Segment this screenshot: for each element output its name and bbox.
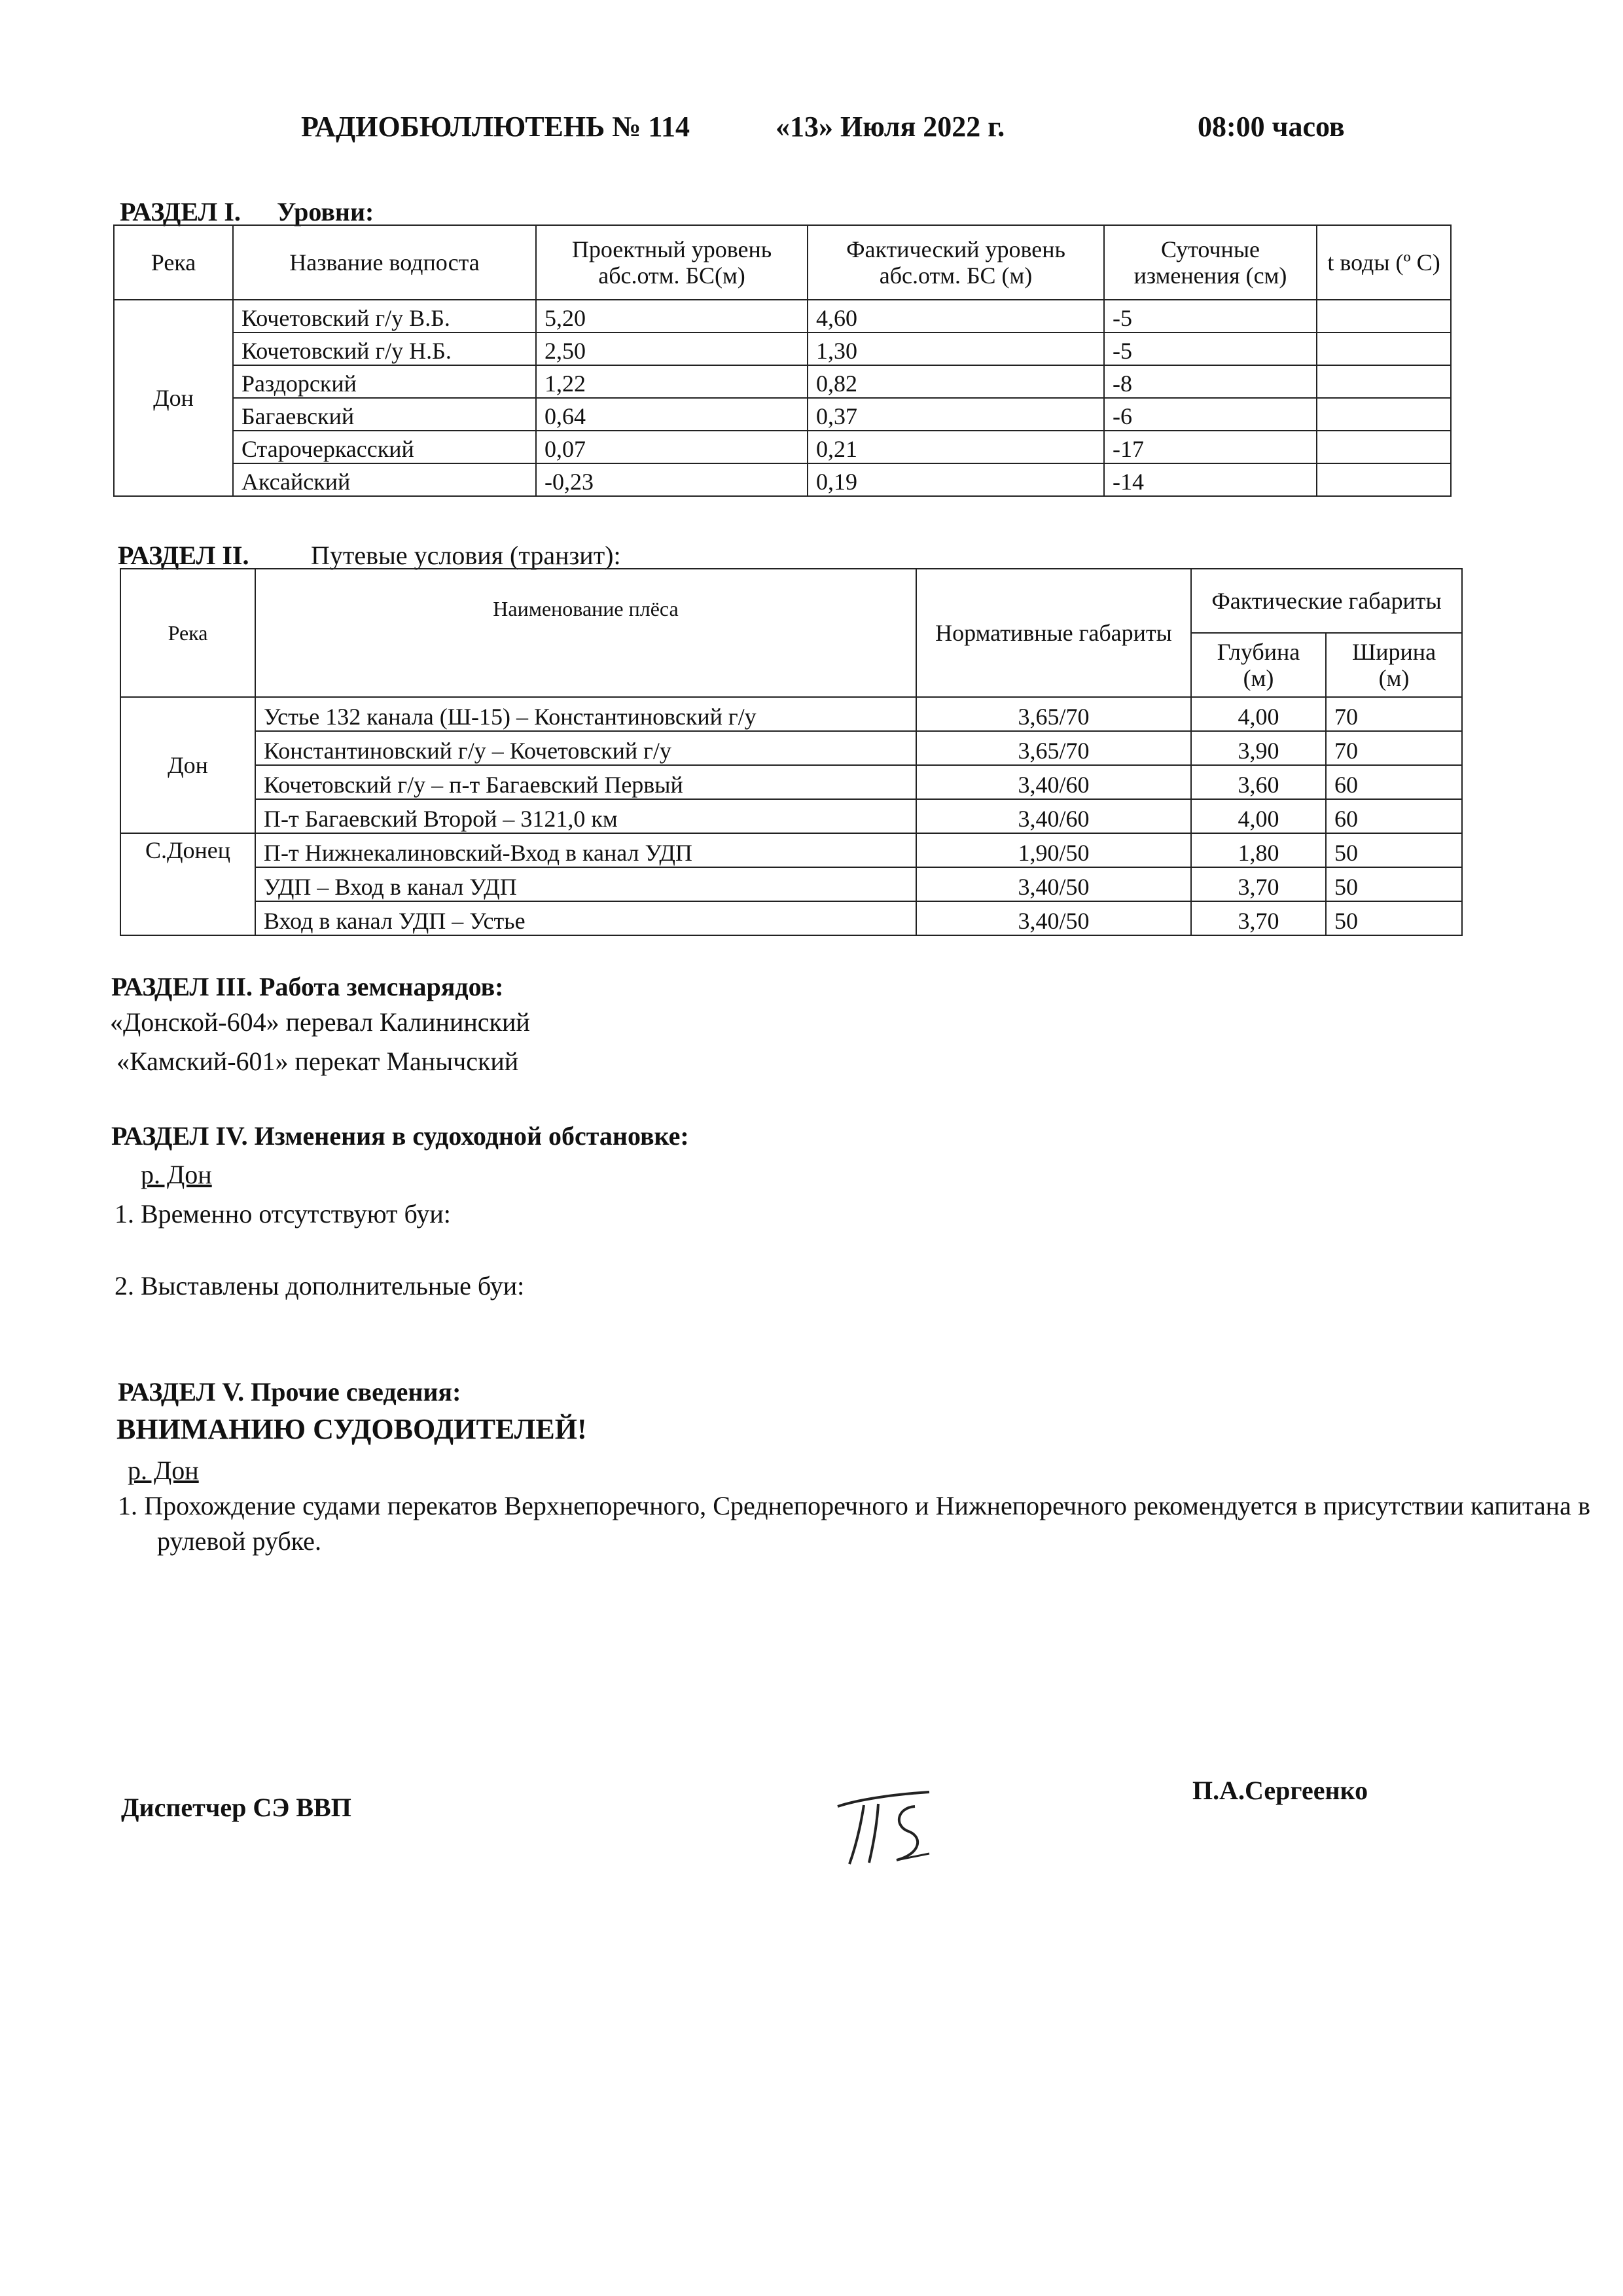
transit-reach: Устье 132 канала (Ш-15) – Константиновский г/у <box>255 697 916 731</box>
levels-project: -0,23 <box>536 463 808 496</box>
transit-norm: 3,65/70 <box>916 731 1191 765</box>
levels-gauge: Раздорский <box>233 365 536 398</box>
transit-depth: 4,00 <box>1191 697 1326 731</box>
transit-row <box>120 765 1462 799</box>
levels-col-river: Река <box>114 225 233 300</box>
levels-gauge: Аксайский <box>233 463 536 496</box>
levels-temp <box>1317 398 1451 431</box>
levels-change: -17 <box>1104 431 1317 463</box>
bulletin-date: «13» Июля 2022 г. <box>776 111 1005 143</box>
transit-width: 50 <box>1326 833 1462 867</box>
transit-col-actual: Фактические габариты <box>1191 569 1462 633</box>
levels-project: 1,22 <box>536 365 808 398</box>
bulletin-title: РАДИОБЮЛЛЮТЕНЬ № 114 <box>301 111 690 143</box>
dredger-line: «Камский-601» перекат Манычский <box>116 1047 519 1076</box>
transit-depth: 3,60 <box>1191 765 1326 799</box>
transit-depth: 1,80 <box>1191 833 1326 867</box>
section5-item: 1. Прохождение судами перекатов Верхнепоречного, Среднепоречного и Нижнепоречного рекомендуется в присутствии капитана в рулевой рубке. <box>118 1491 1590 1556</box>
transit-row <box>120 731 1462 765</box>
attention-heading: ВНИМАНИЮ СУДОВОДИТЕЛЕЙ! <box>116 1413 587 1445</box>
transit-norm: 3,40/50 <box>916 901 1191 935</box>
levels-actual: 4,60 <box>808 300 1104 332</box>
transit-depth: 3,70 <box>1191 867 1326 901</box>
transit-width: 60 <box>1326 765 1462 799</box>
levels-change: -5 <box>1104 300 1317 332</box>
transit-norm: 3,40/60 <box>916 799 1191 833</box>
signatory-position: Диспетчер СЭ ВВП <box>121 1793 351 1822</box>
transit-depth: 4,00 <box>1191 799 1326 833</box>
levels-actual: 1,30 <box>808 332 1104 365</box>
transit-header-row <box>120 569 1462 633</box>
levels-project: 5,20 <box>536 300 808 332</box>
transit-river-donets: С.Донец <box>120 833 255 935</box>
levels-project: 2,50 <box>536 332 808 365</box>
section5-river: р. Дон <box>128 1456 199 1485</box>
levels-row <box>114 365 1451 398</box>
bulletin-time: 08:00 часов <box>1198 111 1345 143</box>
transit-reach: Кочетовский г/у – п-т Багаевский Первый <box>255 765 916 799</box>
levels-row <box>114 332 1451 365</box>
transit-col-depth: Глубина (м) <box>1191 633 1326 697</box>
levels-river: Дон <box>114 300 233 496</box>
levels-change: -8 <box>1104 365 1317 398</box>
transit-width: 50 <box>1326 901 1462 935</box>
transit-col-normative: Нормативные габариты <box>916 569 1191 697</box>
levels-temp <box>1317 332 1451 365</box>
levels-row <box>114 431 1451 463</box>
levels-temp <box>1317 365 1451 398</box>
levels-actual: 0,82 <box>808 365 1104 398</box>
transit-reach: Константиновский г/у – Кочетовский г/у <box>255 731 916 765</box>
transit-width: 50 <box>1326 867 1462 901</box>
section2-heading: РАЗДЕЛ II. <box>118 541 249 570</box>
levels-temp <box>1317 463 1451 496</box>
levels-col-temp: t воды (º С) <box>1317 225 1451 300</box>
section2-title: Путевые условия (транзит): <box>311 541 621 570</box>
levels-temp <box>1317 431 1451 463</box>
levels-gauge: Багаевский <box>233 398 536 431</box>
levels-row <box>114 398 1451 431</box>
section5-heading: РАЗДЕЛ V. Прочие сведения: <box>118 1377 461 1407</box>
section4-heading: РАЗДЕЛ IV. Изменения в судоходной обстановке: <box>111 1121 689 1151</box>
transit-norm: 1,90/50 <box>916 833 1191 867</box>
transit-width: 70 <box>1326 697 1462 731</box>
levels-row <box>114 300 1451 332</box>
section4-river: р. Дон <box>141 1160 212 1189</box>
transit-row <box>120 833 1462 867</box>
section4-item: 1. Временно отсутствуют буи: <box>115 1199 451 1229</box>
transit-norm: 3,40/60 <box>916 765 1191 799</box>
transit-width: 60 <box>1326 799 1462 833</box>
transit-river-don: Дон <box>120 697 255 833</box>
levels-actual: 0,37 <box>808 398 1104 431</box>
transit-norm: 3,40/50 <box>916 867 1191 901</box>
section1-title: Уровни: <box>277 197 374 226</box>
transit-col-reach: Наименование плёса <box>255 569 916 697</box>
levels-col-actual: Фактический уровень абс.отм. БС (м) <box>808 225 1104 300</box>
signatory-name: П.А.Сергеенко <box>1192 1776 1368 1805</box>
levels-project: 0,64 <box>536 398 808 431</box>
transit-row <box>120 697 1462 731</box>
levels-change: -6 <box>1104 398 1317 431</box>
section3-heading: РАЗДЕЛ III. Работа земснарядов: <box>111 972 504 1001</box>
levels-gauge: Кочетовский г/у Н.Б. <box>233 332 536 365</box>
transit-table <box>120 568 1463 936</box>
transit-reach: Вход в канал УДП – Устье <box>255 901 916 935</box>
levels-row <box>114 463 1451 496</box>
levels-header-row <box>114 225 1451 300</box>
transit-depth: 3,70 <box>1191 901 1326 935</box>
levels-col-gauge: Название водпоста <box>233 225 536 300</box>
levels-table <box>113 224 1452 497</box>
signature <box>831 1780 949 1872</box>
levels-temp <box>1317 300 1451 332</box>
transit-row <box>120 901 1462 935</box>
levels-actual: 0,21 <box>808 431 1104 463</box>
transit-col-river: Река <box>120 569 255 697</box>
levels-col-change: Суточные изменения (см) <box>1104 225 1317 300</box>
transit-reach: УДП – Вход в канал УДП <box>255 867 916 901</box>
transit-width: 70 <box>1326 731 1462 765</box>
section1-heading: РАЗДЕЛ I. <box>120 197 241 226</box>
dredger-line: «Донской-604» перевал Калининский <box>110 1007 530 1037</box>
levels-change: -14 <box>1104 463 1317 496</box>
levels-project: 0,07 <box>536 431 808 463</box>
levels-col-project: Проектный уровень абс.отм. БС(м) <box>536 225 808 300</box>
levels-gauge: Кочетовский г/у В.Б. <box>233 300 536 332</box>
transit-col-width: Ширина (м) <box>1326 633 1462 697</box>
section4-item: 2. Выставлены дополнительные буи: <box>115 1271 525 1300</box>
levels-actual: 0,19 <box>808 463 1104 496</box>
transit-depth: 3,90 <box>1191 731 1326 765</box>
transit-norm: 3,65/70 <box>916 697 1191 731</box>
levels-change: -5 <box>1104 332 1317 365</box>
transit-row <box>120 867 1462 901</box>
transit-reach: П-т Багаевский Второй – 3121,0 км <box>255 799 916 833</box>
transit-row <box>120 799 1462 833</box>
levels-gauge: Старочеркасский <box>233 431 536 463</box>
transit-reach: П-т Нижнекалиновский-Вход в канал УДП <box>255 833 916 867</box>
